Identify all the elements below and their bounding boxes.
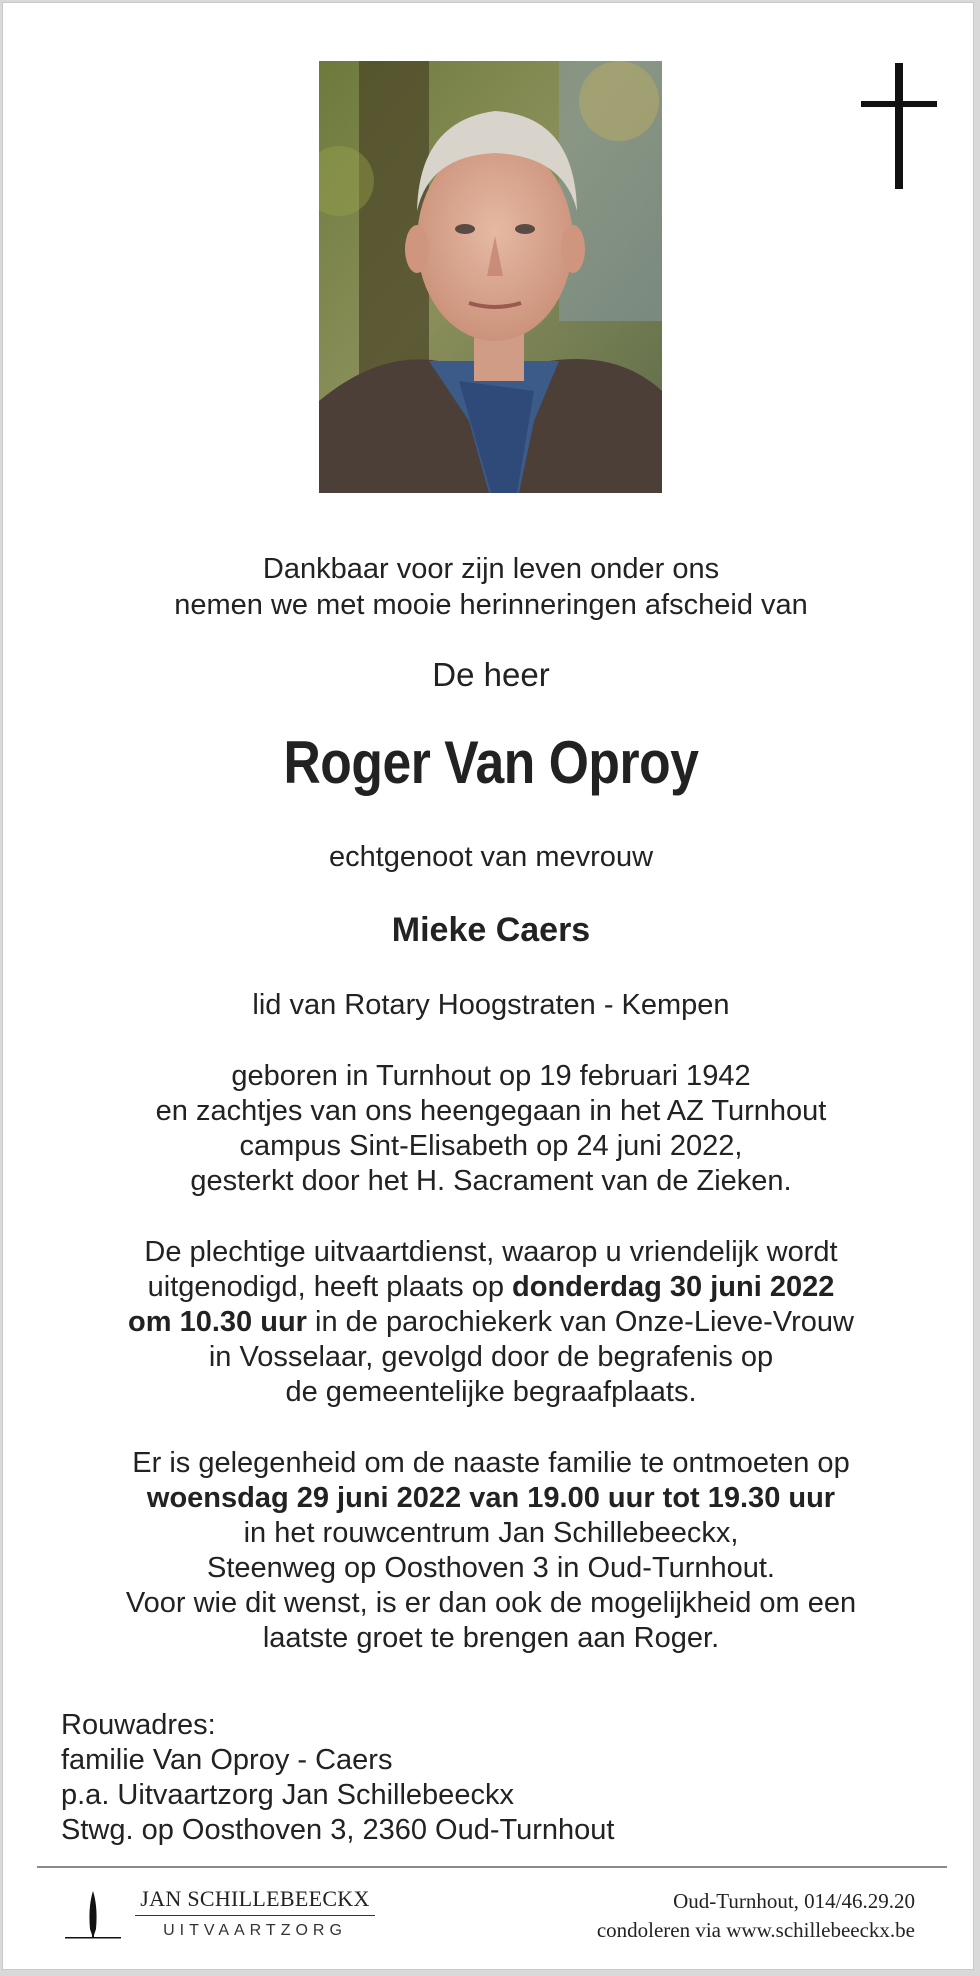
service-text: uitgenodigd, heeft plaats op: [147, 1271, 513, 1303]
obituary-card: [2, 2, 974, 1970]
service-line: De plechtige uitvaartdienst, waarop u vriendelijk wordt: [144, 1236, 838, 1268]
visitation-line: [3, 1481, 979, 1516]
address-line: p.a. Uitvaartzorg Jan Schillebeeckx: [61, 1779, 514, 1811]
service-line: [3, 1270, 979, 1305]
biography-text: [3, 1059, 979, 1199]
funeral-home-name: JAN SCHILLEBEECKX: [140, 1886, 370, 1911]
biography-line: gesterkt door het H. Sacrament van de Zieken.: [190, 1165, 792, 1197]
biography-line: campus Sint-Elisabeth op 24 juni 2022,: [239, 1130, 743, 1162]
service-line: in Vosselaar, gevolgd door de begrafenis op: [208, 1341, 774, 1373]
intro-line: nemen we met mooie herinneringen afscheid van: [174, 589, 808, 621]
membership-text: lid van Rotary Hoogstraten - Kempen: [252, 989, 730, 1021]
address-line: Rouwadres:: [61, 1709, 216, 1741]
service-date: donderdag 30 juni 2022: [512, 1271, 835, 1303]
deceased-name: Roger Van Oproy: [283, 729, 699, 796]
intro-line: Dankbaar voor zijn leven onder ons: [262, 553, 720, 585]
logo-divider: [135, 1915, 375, 1916]
honorific: De heer: [432, 656, 550, 693]
service-line: de gemeentelijke begraafplaats.: [285, 1376, 697, 1408]
contact-info: [597, 1887, 915, 1945]
funeral-home-subtitle: UITVAARTZORG: [163, 1922, 347, 1939]
spouse-label: echtgenoot van mevrouw: [328, 841, 654, 873]
cypress-tree-icon: [65, 1889, 121, 1941]
visitation-line: Steenweg op Oosthoven 3 in Oud-Turnhout.: [206, 1552, 775, 1584]
intro-text: [3, 551, 979, 623]
visitation-line: in het rouwcentrum Jan Schillebeeckx,: [243, 1517, 739, 1549]
spouse-name: Mieke Caers: [391, 911, 591, 949]
condolence-link[interactable]: condoleren via www.schillebeeckx.be: [596, 1918, 915, 1942]
visitation-text: [3, 1446, 979, 1656]
footer-divider: [37, 1866, 947, 1868]
service-time: om 10.30 uur: [128, 1306, 307, 1338]
visitation-line: laatste groet te brengen aan Roger.: [262, 1622, 720, 1654]
visitation-line: Voor wie dit wenst, is er dan ook de mogelijkheid om een: [125, 1587, 857, 1619]
address-line: familie Van Oproy - Caers: [61, 1744, 393, 1776]
contact-phone: Oud-Turnhout, 014/46.29.20: [673, 1889, 915, 1913]
biography-line: en zachtjes van ons heengegaan in het AZ Turnhout: [155, 1095, 827, 1127]
funeral-service-text: [3, 1235, 979, 1410]
address-line: Stwg. op Oosthoven 3, 2360 Oud-Turnhout: [61, 1814, 615, 1846]
visitation-datetime: woensdag 29 juni 2022 van 19.00 uur tot 19.30 uur: [146, 1482, 836, 1514]
service-text: in de parochiekerk van Onze-Lieve-Vrouw: [306, 1306, 854, 1338]
mourning-address: [61, 1708, 615, 1848]
biography-line: geboren in Turnhout op 19 februari 1942: [231, 1060, 751, 1092]
cross-icon: [861, 63, 937, 189]
portrait-photo: [319, 61, 662, 493]
service-line: [3, 1305, 979, 1340]
visitation-line: Er is gelegenheid om de naaste familie te ontmoeten op: [132, 1447, 850, 1479]
